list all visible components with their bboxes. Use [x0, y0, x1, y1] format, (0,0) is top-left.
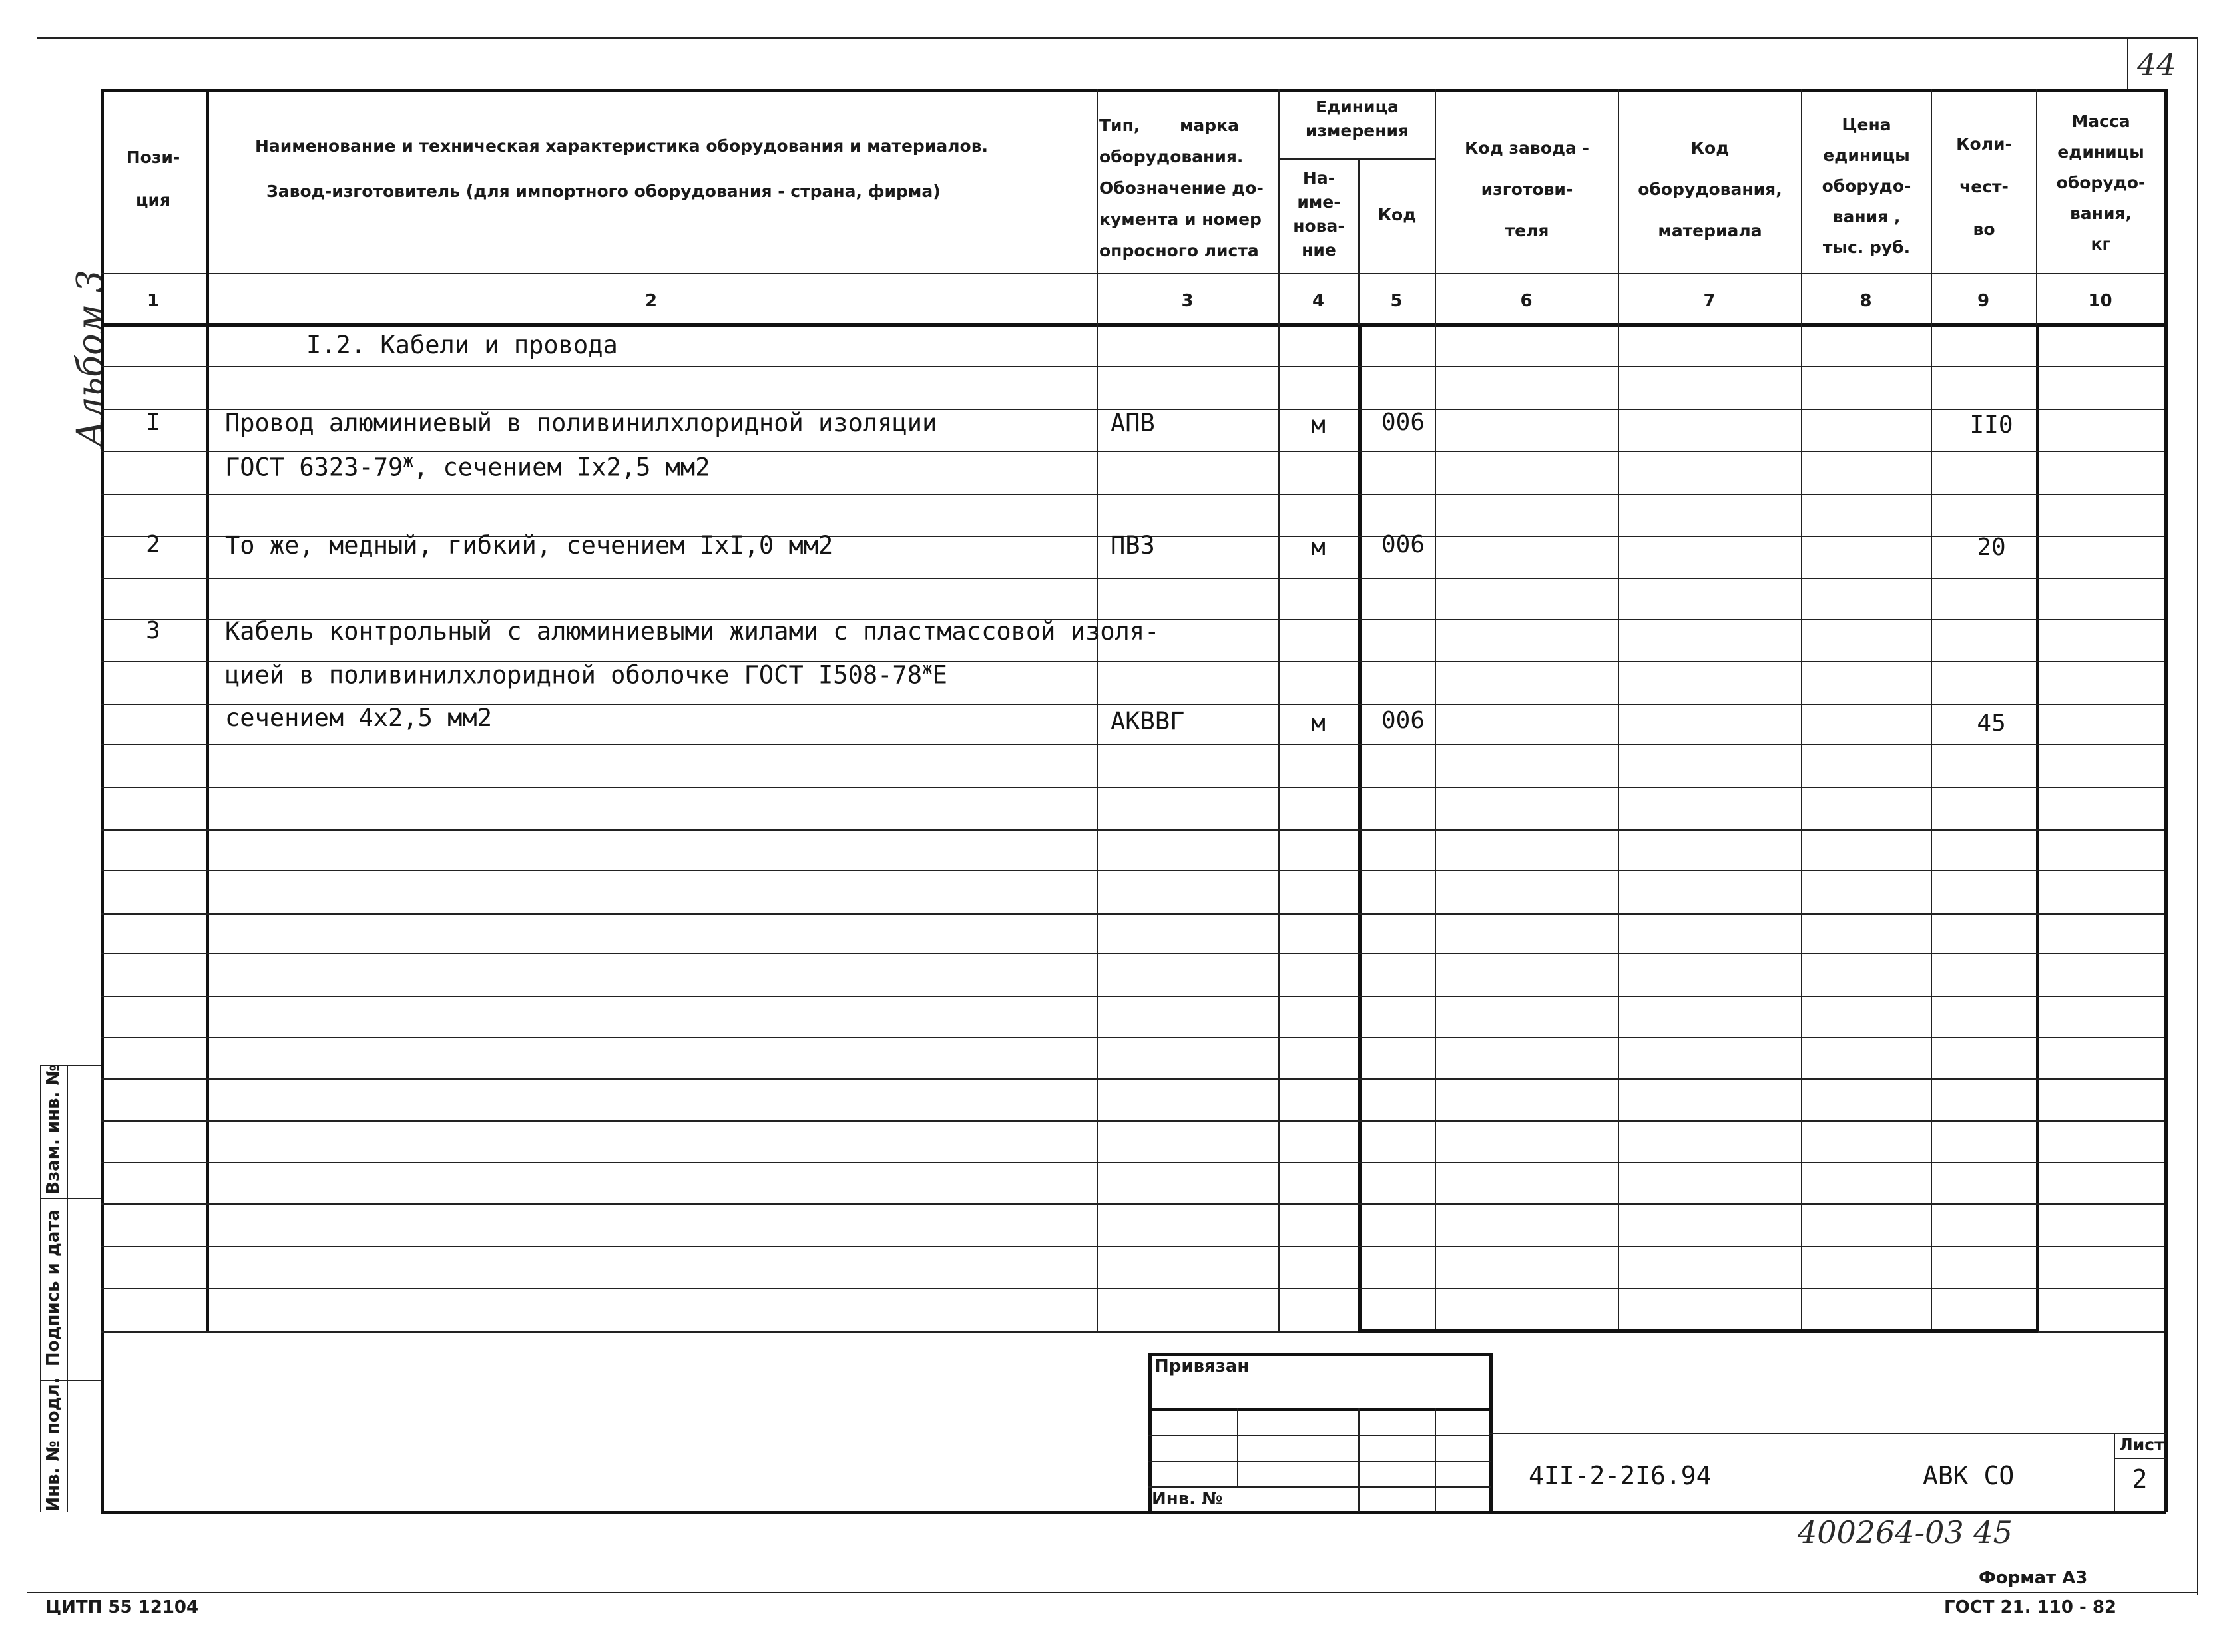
- table-row-line: [101, 578, 2164, 579]
- inv-no-label: Инв. №: [1152, 1489, 1223, 1509]
- header-price: [1802, 110, 1931, 263]
- col-line-1: [206, 89, 209, 1331]
- album-label: Альбом 3: [69, 270, 111, 447]
- table-row-line: [101, 744, 2164, 745]
- table-row-line: [101, 1162, 2164, 1163]
- table-row-line: [101, 1120, 2164, 1122]
- row1-name-continued: [225, 451, 710, 481]
- row1-quantity: II0: [1969, 411, 2013, 439]
- header-price-line3: оборудо-: [1822, 176, 1911, 196]
- header-position: [101, 136, 206, 222]
- column-number-8: 8: [1859, 291, 1872, 311]
- col-line-2: [1097, 89, 1098, 1331]
- header-price-line1: Цена: [1842, 115, 1891, 134]
- column-numbers-bottom-line: [101, 323, 2166, 327]
- row1-unit: м: [1311, 411, 1326, 439]
- table-row-line: [101, 1288, 2164, 1289]
- header-unit-group: [1280, 95, 1435, 143]
- header-equipment-line3: материала: [1658, 221, 1762, 240]
- unit-group-divider: [1278, 158, 1435, 160]
- privyazan-label: Привязан: [1154, 1356, 1250, 1376]
- table-row-line: [101, 494, 2164, 495]
- table-row-line: [101, 787, 2164, 788]
- header-price-line5: тыс. руб.: [1822, 238, 1911, 257]
- header-position-line1: Пози-: [126, 148, 180, 167]
- privyazan-col-1: [1237, 1408, 1238, 1486]
- header-unit-name-line3: нова-: [1293, 216, 1345, 236]
- privyazan-row-4: [1148, 1486, 1491, 1488]
- sheet-number-handwritten: 44: [2137, 47, 2176, 83]
- header-factory-code: [1436, 128, 1618, 252]
- privyazan-row-2: [1148, 1435, 1491, 1436]
- column-number-2: 2: [644, 291, 658, 311]
- header-price-line2: единицы: [1823, 146, 1910, 165]
- privyazan-row-1: [1148, 1408, 1491, 1411]
- header-quantity: [1932, 123, 2036, 251]
- side-stamp-inv-orig: Инв. № подл.: [43, 1377, 63, 1512]
- section-title: I.2. Кабели и провода: [306, 331, 618, 359]
- col-line-7: [1801, 89, 1802, 1331]
- header-factory-line2: изготови-: [1481, 180, 1573, 199]
- row3-position: 3: [146, 617, 160, 644]
- footer-citp: ЦИТП 55 12104: [45, 1597, 199, 1617]
- row2-quantity: 20: [1977, 534, 2006, 561]
- header-type-line5: опросного листа: [1099, 241, 1259, 260]
- doc-code-top-line: [1489, 1433, 2166, 1434]
- header-equipment-line2: оборудования,: [1638, 180, 1782, 199]
- side-stamp-divider-1: [40, 1198, 101, 1199]
- row1-name: Провод алюминиевый в поливинилхлоридной изоляции: [225, 409, 937, 437]
- table-right-border: [2164, 89, 2168, 1512]
- row3-unit: м: [1311, 710, 1326, 737]
- header-mass-line2: единицы: [2057, 142, 2144, 162]
- header-unit-code: Код: [1377, 205, 1417, 224]
- column-number-5: 5: [1390, 291, 1403, 311]
- header-unit-name-line2: име-: [1297, 192, 1341, 212]
- table-row-line: [101, 1246, 2164, 1247]
- table-row-line: [101, 1078, 2164, 1080]
- row2-type: ПВЗ: [1111, 531, 1155, 560]
- top-border-line: [37, 37, 2197, 39]
- side-stamp-sign-date: Подпись и дата: [43, 1209, 63, 1367]
- row1-type: АПВ: [1111, 409, 1155, 437]
- table-row-line: [101, 996, 2164, 997]
- header-mass: [2037, 106, 2164, 260]
- header-type-line2: оборудования.: [1099, 147, 1244, 166]
- header-unit-name: [1280, 166, 1358, 262]
- column-number-9: 9: [1977, 291, 1990, 311]
- header-price-line4: вания ,: [1832, 207, 1901, 226]
- table-row-line: [101, 1037, 2164, 1038]
- header-mass-line1: Масса: [2071, 112, 2130, 131]
- table-row-line: [101, 366, 2164, 367]
- privyazan-row-3: [1148, 1461, 1491, 1462]
- header-position-line2: ция: [135, 190, 171, 210]
- table-row-line: [101, 829, 2164, 831]
- sheet-value: 2: [2132, 1464, 2148, 1494]
- row1-gost: ГОСТ 6323-79: [225, 453, 403, 482]
- privyazan-col-3: [1435, 1408, 1436, 1512]
- row3-name-line2: [225, 659, 947, 689]
- column-number-7: 7: [1703, 291, 1716, 311]
- row1-position: I: [146, 409, 160, 436]
- table-row-line: [101, 913, 2164, 915]
- header-type-line1a: Тип,: [1099, 116, 1140, 135]
- row3-type: АКВВГ: [1111, 707, 1185, 735]
- header-mass-line3: оборудо-: [2056, 173, 2146, 192]
- row1-gost-asterisk: ж: [403, 451, 413, 471]
- header-factory-line3: теля: [1505, 221, 1549, 240]
- code-col-thick-left: [1358, 325, 1362, 1331]
- header-unit-line2: измерения: [1305, 121, 1409, 140]
- header-bottom-line: [101, 273, 2164, 274]
- column-number-3: 3: [1181, 291, 1194, 311]
- privyazan-col-2: [1358, 1408, 1360, 1512]
- header-equipment-code: [1619, 128, 1801, 252]
- table-row-line: [101, 953, 2164, 954]
- table-row-line: [101, 1203, 2164, 1205]
- row2-unit: м: [1311, 534, 1326, 561]
- column-number-1: 1: [146, 291, 160, 311]
- header-type-line4: кумента и номер: [1099, 210, 1262, 229]
- column-number-4: 4: [1312, 291, 1325, 311]
- row1-section: , сечением Iх2,5 мм2: [413, 453, 710, 482]
- table-top-border: [101, 89, 2166, 92]
- header-unit-name-line1: На-: [1302, 168, 1336, 188]
- row3-code: 006: [1381, 707, 1425, 734]
- header-mass-line4: вания,: [2069, 204, 2132, 223]
- header-factory-line1: Код завода -: [1464, 138, 1590, 158]
- header-quantity-line1: Коли-: [1956, 134, 2012, 154]
- row2-position: 2: [146, 531, 160, 558]
- header-name-line2: Завод-изготовитель (для импортного оборудования - страна, фирма): [266, 182, 941, 201]
- row2-name: То же, медный, гибкий, сечением IхI,0 мм2: [225, 531, 834, 560]
- header-unit-line1: Единица: [1316, 97, 1399, 116]
- header-type: [1099, 110, 1276, 266]
- header-name-line1: Наименование и техническая характеристика оборудования и материалов.: [255, 136, 989, 156]
- row1-code: 006: [1381, 409, 1425, 436]
- row3-quantity: 45: [1977, 710, 2006, 737]
- header-equipment-line1: Код: [1690, 138, 1730, 158]
- row3-gost: цией в поливинилхлоридной оболочке ГОСТ I508-78: [225, 660, 922, 690]
- footer-gost: ГОСТ 21. 110 - 82: [1944, 1597, 2116, 1617]
- row3-name-line3: сечением 4х2,5 мм2: [225, 704, 492, 732]
- header-type-line1b: марка: [1179, 116, 1239, 135]
- footer-format: Формат А3: [1979, 1568, 2088, 1588]
- header-mass-line5: кг: [2091, 234, 2111, 254]
- handwritten-archive-number: 400264-03 45: [1798, 1514, 2013, 1550]
- row2-code: 006: [1381, 531, 1425, 558]
- doc-code: 4II-2-2I6.94: [1529, 1461, 1712, 1490]
- sheet-label: Лист: [2119, 1435, 2164, 1454]
- column-number-10: 10: [2088, 291, 2112, 311]
- sheet-number-box-left: [2127, 37, 2128, 91]
- table-row-line: [101, 870, 2164, 871]
- bottom-trim-line: [27, 1592, 2197, 1593]
- side-stamp-left-line: [40, 1065, 41, 1512]
- col-line-6: [1618, 89, 1619, 1331]
- column-number-6: 6: [1520, 291, 1533, 311]
- body-box-bottom: [1358, 1329, 2038, 1333]
- header-unit-name-line4: ние: [1302, 240, 1336, 260]
- side-stamp-mid-line: [67, 1065, 68, 1512]
- sheet-box-divider: [2114, 1458, 2166, 1459]
- header-quantity-line2: чест-: [1959, 177, 2009, 196]
- header-type-line3: Обозначение до-: [1099, 178, 1264, 198]
- row3-gost-suffix: Е: [932, 660, 947, 690]
- right-border-line: [2197, 37, 2198, 1595]
- row3-gost-asterisk: ж: [921, 659, 933, 679]
- side-stamp-replace-inv: Взам. инв. №: [43, 1064, 63, 1195]
- row3-name-line1: Кабель контрольный с алюминиевыми жилами с пластмассовой изоля-: [225, 617, 1160, 646]
- header-quantity-line3: во: [1973, 220, 1995, 239]
- section-code: АВК СО: [1923, 1461, 2015, 1490]
- qty-col-thick-right: [2036, 325, 2039, 1331]
